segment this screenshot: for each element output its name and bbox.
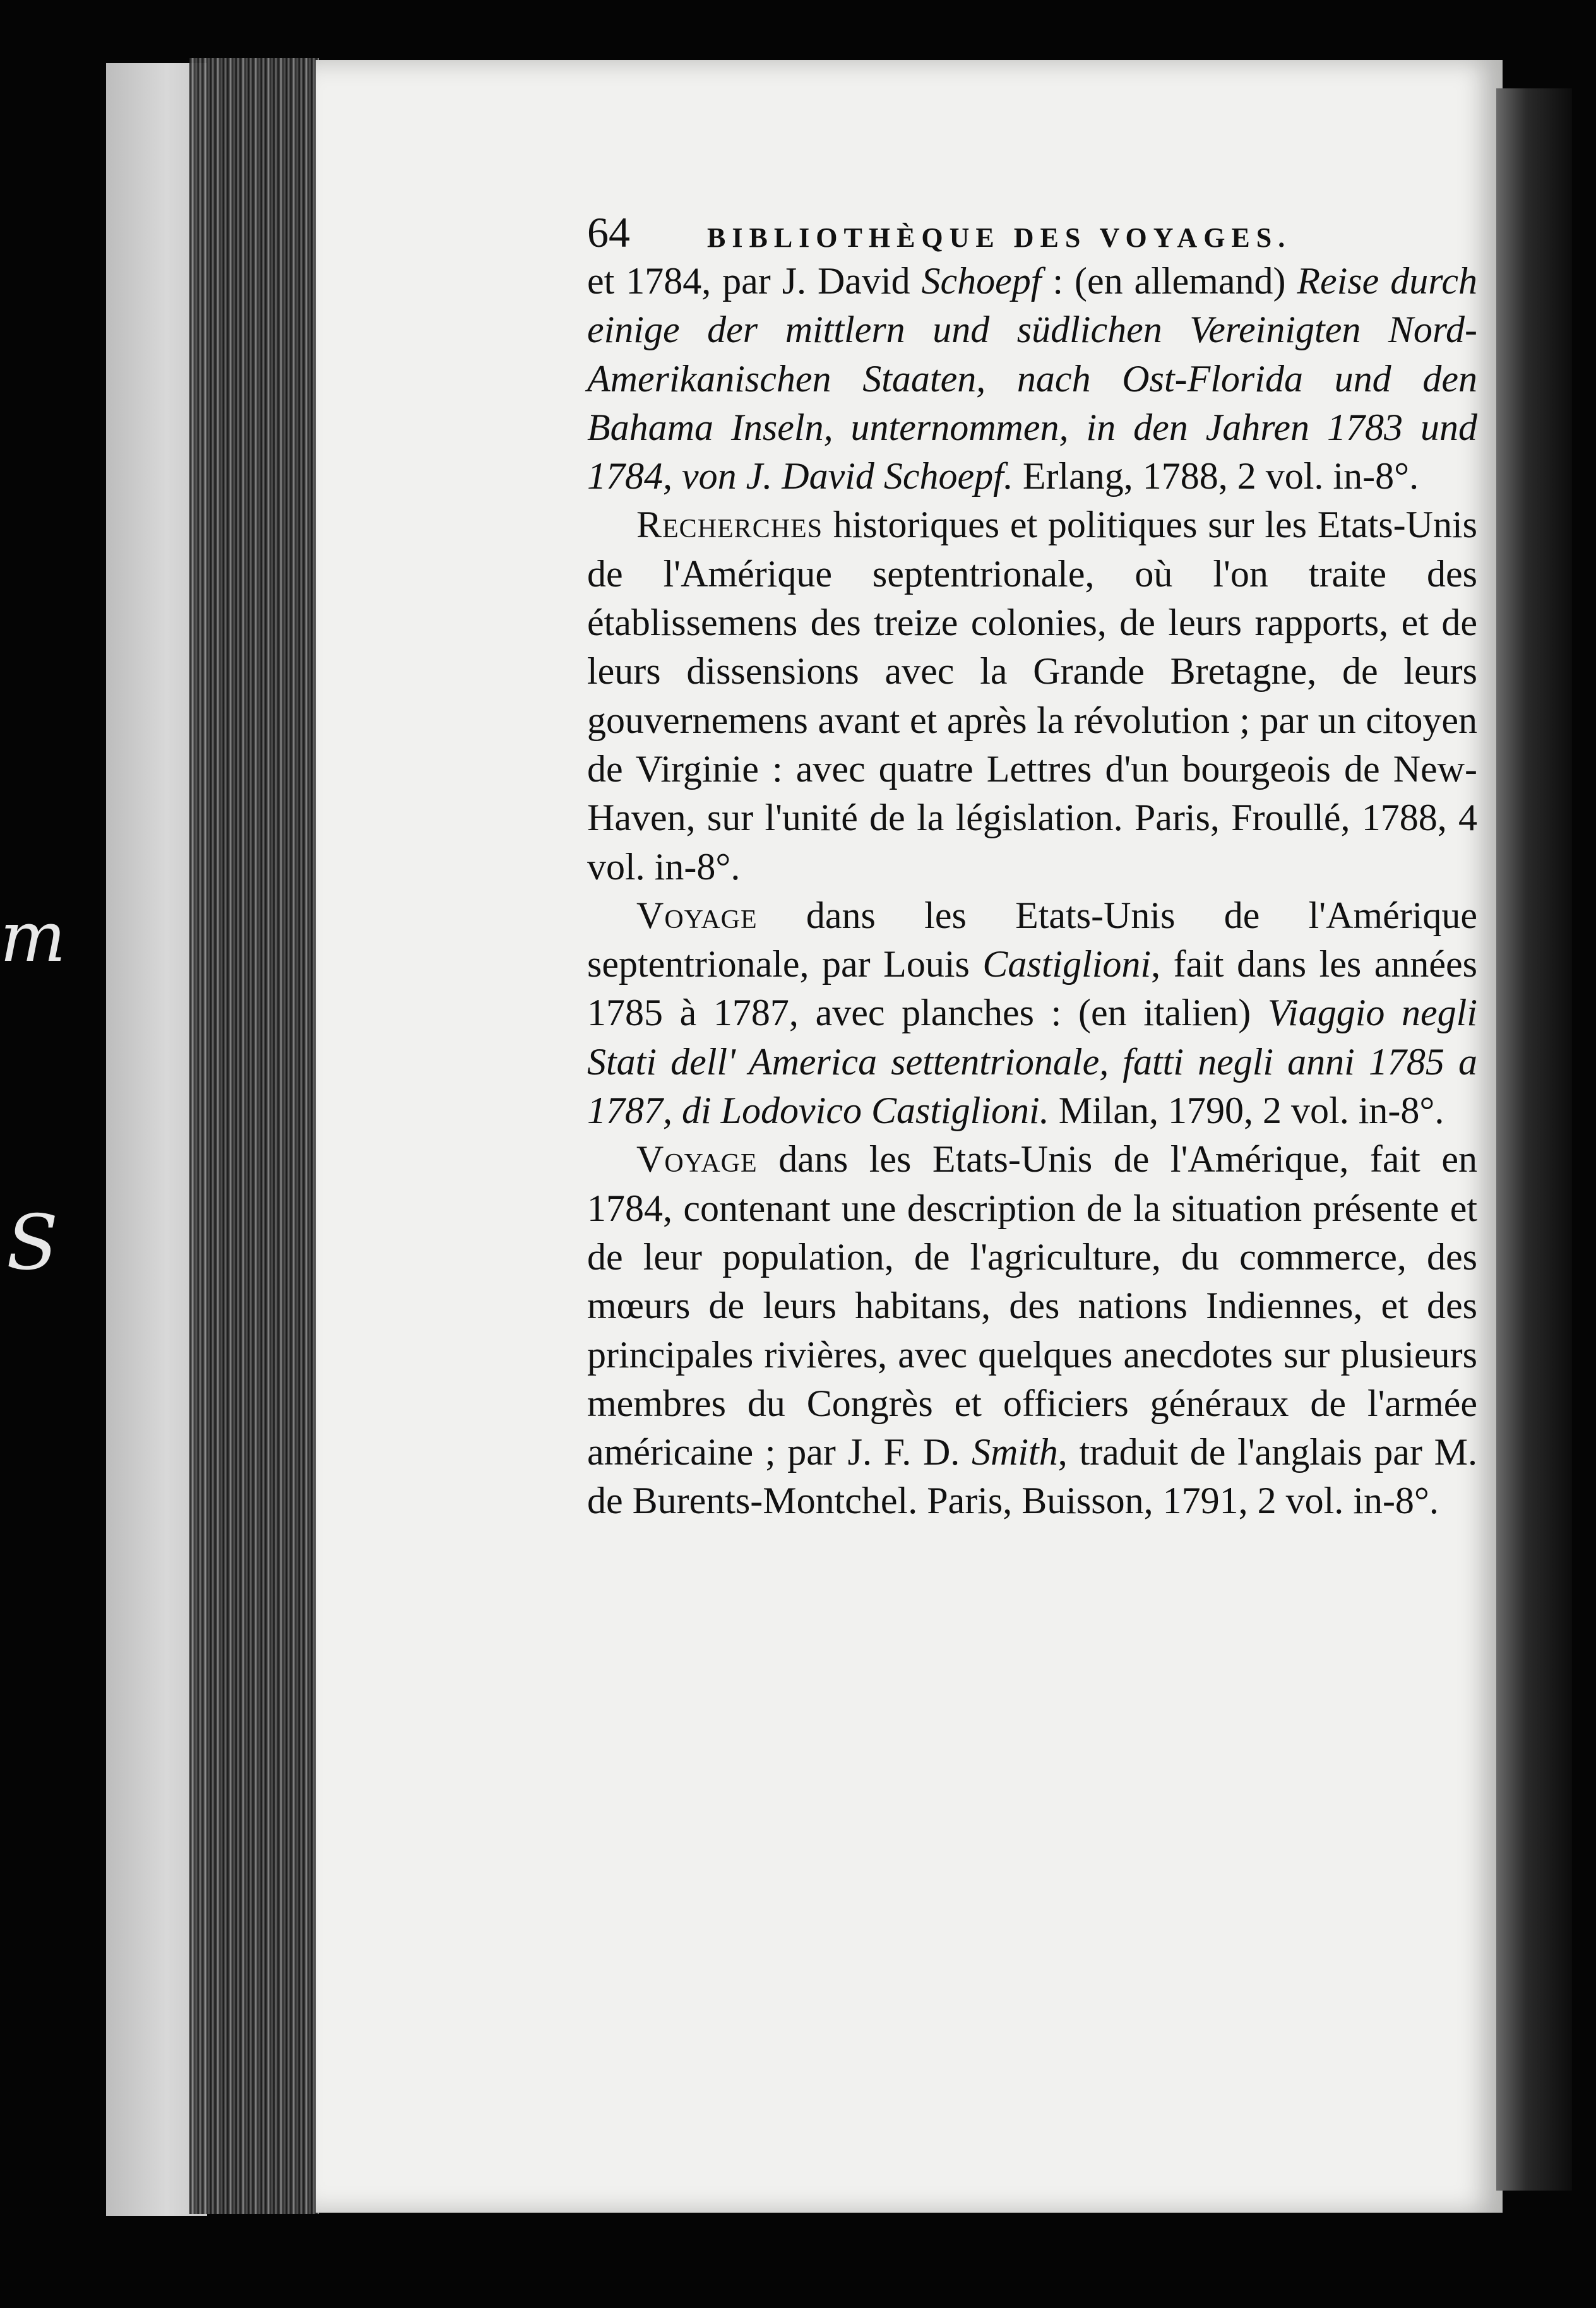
margin-mark: S xyxy=(6,1199,59,1287)
author-name: Smith xyxy=(972,1431,1058,1473)
entry-castiglioni: Voyage dans les Etats-Unis de l'Amérique septentrionale, par Louis Castiglioni, fait dans les années 1785 à 1787, avec planches : (en italien) Viaggio negli Stati dell' America settentrionale, fatti negli anni 1785 a 1787, di Lodovico Castiglioni. Milan, 1790, 2 vol. in-8°. xyxy=(587,894,1478,1132)
page-number: 64 xyxy=(587,208,630,256)
entry-keyword: Recherches xyxy=(636,504,823,546)
author-name: Schoepf xyxy=(921,260,1042,302)
running-head xyxy=(587,208,1477,257)
entry-recherches: Recherches historiques et politiques sur les Etats-Unis de l'Amérique septentrionale, où l'on traite des établissemens des treize colonies, de leurs rapports, et de leurs dissensions avec la Grande Bretagne, de leurs gouvernemens avant et après la révolution ; par un citoyen de Virginie : avec quatre Lettres d'un bourgeois de New-Haven, sur l'unité de la législation. Paris, Froullé, 1788, 4 vol. in-8°. xyxy=(587,504,1477,888)
author-name: Castiglioni xyxy=(982,943,1152,985)
running-title: BIBLIOTHÈQUE DES VOYAGES. xyxy=(707,222,1292,253)
entry-keyword: Voyage xyxy=(636,894,758,936)
right-page-edge-shadow xyxy=(1496,88,1572,2191)
binding-gutter xyxy=(189,58,319,2214)
original-title: Viaggio negli Stati dell' America settentrionale, fatti negli anni 1785 a 1787, di Lodovico Castiglioni. xyxy=(587,992,1478,1132)
entry-schoepf: et 1784, par J. David Schoepf : (en allemand) Reise durch einige der mittlern und südlichen Vereinigten Nord-Amerikanischen Staaten, nach Ost-Florida und den Bahama Inseln, unternommen, in den Jahren 1783 und 1784, von J. David Schoepf. Erlang, 1788, 2 vol. in-8°. xyxy=(587,260,1477,497)
original-title: Reise durch einige der mittlern und südlichen Vereinigten Nord-Amerikanischen Staaten, nach Ost-Florida und den Bahama Inseln, unternommen, in den Jahren 1783 und 1784, von J. David Schoepf. xyxy=(587,260,1477,497)
entry-smith: Voyage dans les Etats-Unis de l'Amérique, fait en 1784, contenant une description de la situation présente et de leur population, de l'agriculture, du commerce, des mœurs de leurs habitans, des nations Indiennes, et des principales rivières, avec quelques anecdotes sur plusieurs membres du Congrès et officiers généraux de l'armée américaine ; par J. F. D. Smith, traduit de l'anglais par M. de Burents-Montchel. Paris, Buisson, 1791, 2 vol. in-8°. xyxy=(587,1138,1477,1522)
margin-mark: m xyxy=(0,896,66,977)
page-text xyxy=(587,208,1477,1526)
entry-keyword: Voyage xyxy=(636,1138,758,1181)
imprint: Milan, 1790, 2 vol. in-8°. xyxy=(1049,1090,1444,1132)
imprint: Erlang, 1788, 2 vol. in-8°. xyxy=(1013,455,1419,497)
